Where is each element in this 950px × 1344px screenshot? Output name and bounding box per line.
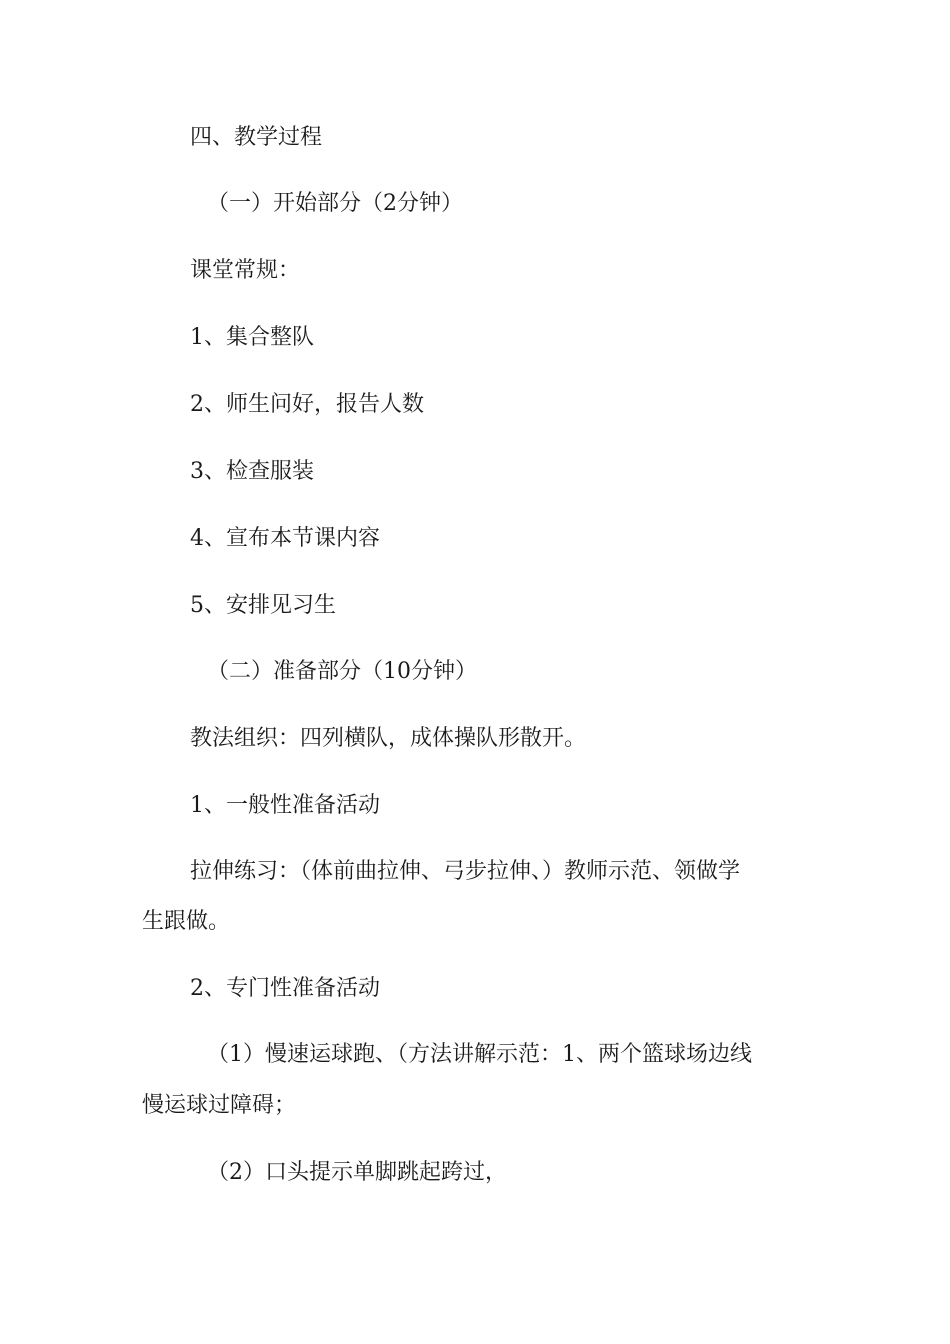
list-item: 2、师生问好，报告人数	[190, 392, 424, 417]
list-item: 5、安排见习生	[190, 593, 336, 618]
paragraph-line: （2）口头提示单脚跳起跨过，	[207, 1160, 507, 1185]
list-item: 1、一般性准备活动	[190, 793, 380, 818]
paragraph-line: （1）慢速运球跑、（方法讲解示范：1、两个篮球场边线	[207, 1042, 752, 1067]
paragraph: 教法组织：四列横队，成体操队形散开。	[190, 726, 587, 751]
paragraph-line: 生跟做。	[142, 909, 231, 934]
subsection-heading: （二）准备部分（10分钟）	[207, 659, 477, 684]
paragraph-line: 慢运球过障碍；	[142, 1093, 297, 1118]
list-item: 4、宣布本节课内容	[190, 526, 380, 551]
paragraph-line: 拉伸练习：（体前曲拉伸、弓步拉伸、）教师示范、领做学	[190, 859, 741, 884]
list-item: 2、专门性准备活动	[190, 976, 380, 1001]
list-item: 1、集合整队	[190, 325, 314, 350]
section-heading: 四、教学过程	[190, 125, 323, 150]
subsection-heading: （一）开始部分（2分钟）	[207, 191, 463, 216]
list-item: 3、检查服装	[190, 459, 314, 484]
paragraph: 课堂常规：	[190, 258, 301, 283]
